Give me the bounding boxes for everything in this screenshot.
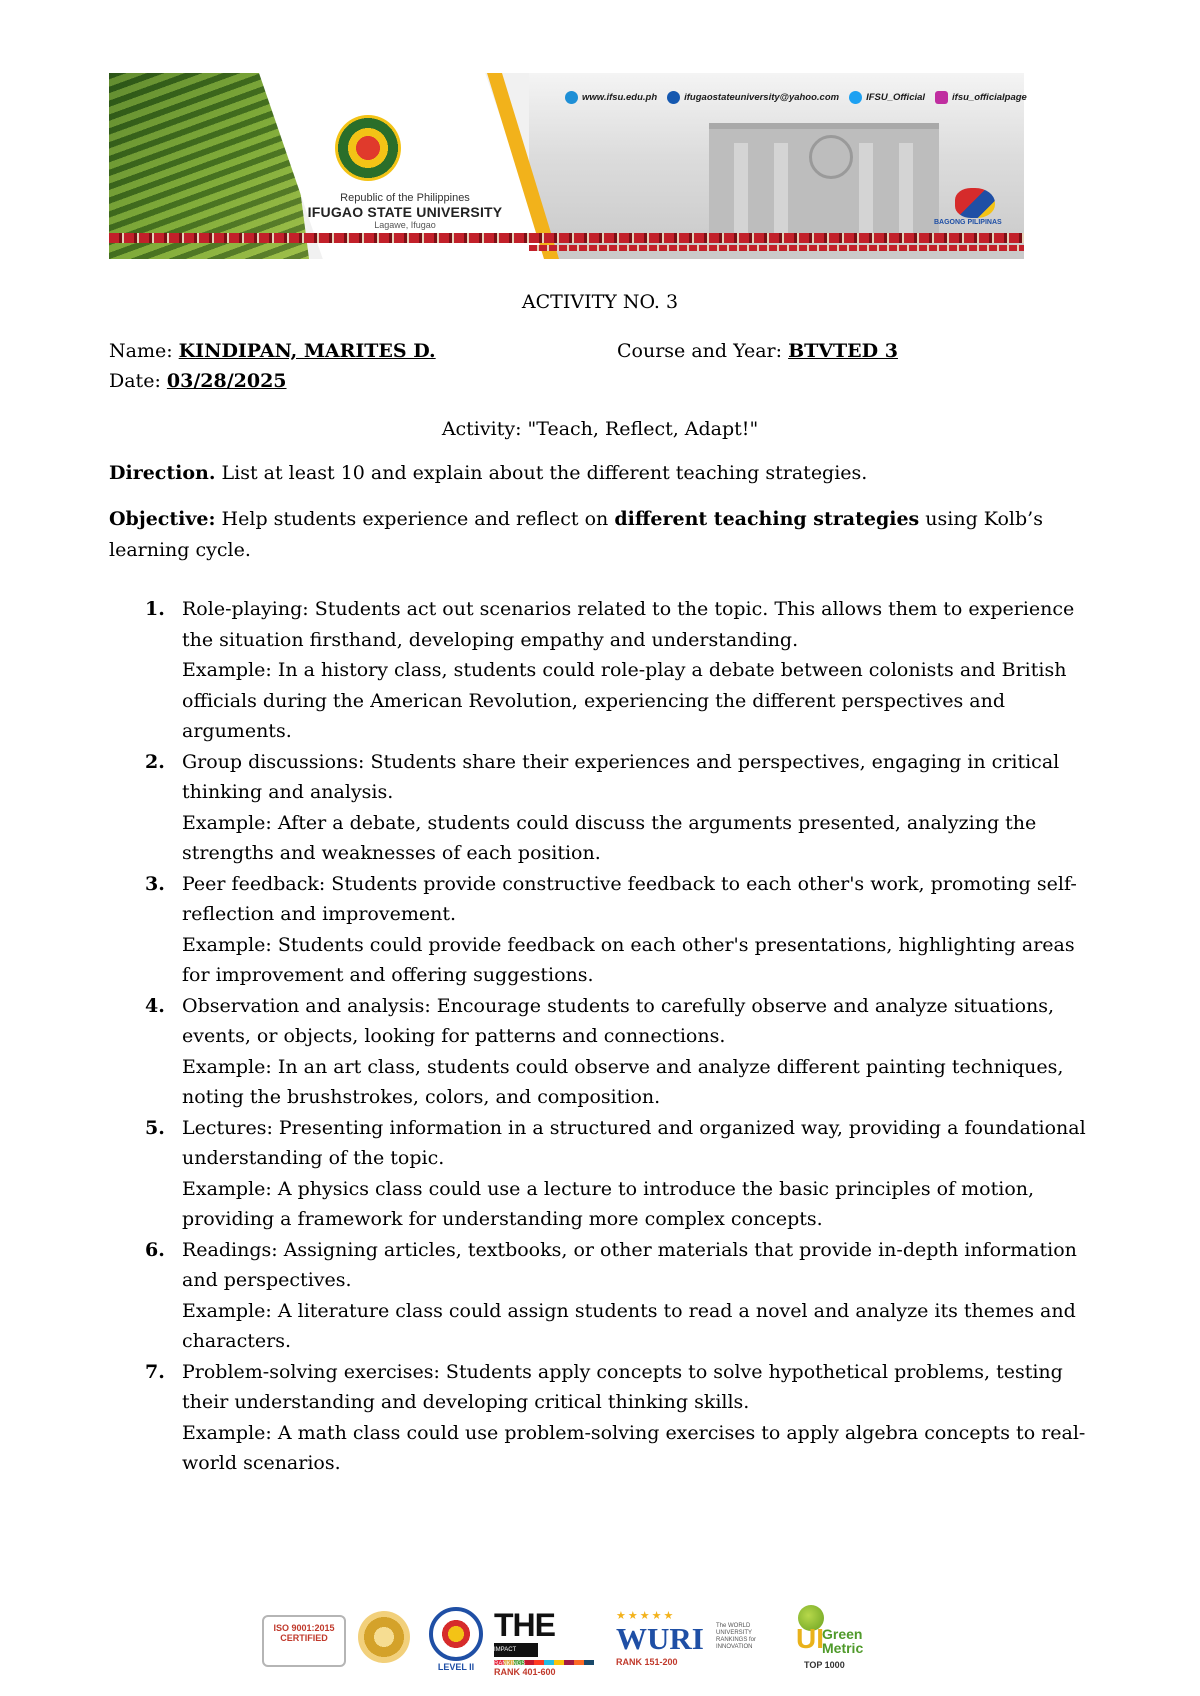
list-item: 4. Observation and analysis: Encourage students to carefully observe and analyze situations, events, or objects, looking for patterns and connections. Example: In an art class, students could observe and analyze different painting techniques, noting the brushstrokes, colors, and composition. — [109, 991, 1099, 1113]
activity-name: Activity: "Teach, Reflect, Adapt!" — [441, 418, 759, 440]
list-item: 1. Role-playing: Students act out scenarios related to the topic. This allows them to experience the situation firsthand, developing empathy and understanding. Example: In a history class, students could role-play a debate between colonists and British officials during the American Revolution, experiencing the different perspectives and arguments. — [109, 594, 1099, 747]
strategy-example: Example: In a history class, students could role-play a debate between colonists and British officials during the American Revolution, experiencing the different perspectives and arguments. — [182, 659, 1067, 742]
strategy-example: Example: A physics class could use a lecture to introduce the basic principles of motion, providing a framework for understanding more complex concepts. — [182, 1177, 1035, 1230]
list-item: 6. Readings: Assigning articles, textbooks, or other materials that provide in-depth information and perspectives. Example: A literature class could assign students to read a novel and analyze its themes and characters. — [109, 1235, 1099, 1357]
the-impact-rankings-logo: THE IMPACT RANKINGS RANK 401-600 — [494, 1609, 594, 1669]
bagong-pilipinas-label: BAGONG PILIPINAS — [934, 219, 1002, 226]
strategy-example: Example: A math class could use problem-solving exercises to apply algebra concepts to real-world scenarios. — [182, 1421, 1086, 1474]
list-item: 2. Group discussions: Students share their experiences and perspectives, engaging in critical thinking and analysis. Example: After a debate, students could discuss the arguments presented, analyzing the strengths and weaknesses of each position. — [109, 747, 1099, 869]
iso-certified-logo: ISO 9001:2015 CERTIFIED — [262, 1615, 346, 1667]
strategy-example: Example: After a debate, students could discuss the arguments presented, analyzing the strengths and weaknesses of each position. — [182, 811, 1037, 864]
ui-greenmetric-logo: UI Green Metric TOP 1000 — [792, 1605, 882, 1675]
teaching-strategies-list — [109, 594, 1099, 1479]
instagram-icon — [935, 91, 948, 104]
strategy-example: Example: A literature class could assign students to read a novel and analyze its themes and characters. — [182, 1299, 1076, 1352]
strategy-description: Group discussions: Students share their experiences and perspectives, engaging in critical thinking and analysis. — [182, 750, 1060, 803]
wuri-logo: ★★★★★ WURI The WORLD UNIVERSITY RANKINGS for INNOVATION RANK 151-200 — [616, 1609, 776, 1669]
bagong-pilipinas-logo — [955, 188, 995, 218]
instagram-link[interactable]: ifsu_officialpage — [935, 91, 1027, 104]
accreditation-level-logo: LEVEL II — [428, 1607, 484, 1665]
student-name-line: Name: KINDIPAN, MARITES D. — [109, 340, 436, 362]
accreditation-footer — [0, 1605, 1200, 1685]
strategy-description: Readings: Assigning articles, textbooks, or other materials that provide in-depth information and perspectives. — [182, 1238, 1077, 1291]
ifsu-seal-logo — [335, 115, 401, 181]
email-link[interactable]: ifugaostateuniversity@yahoo.com — [667, 91, 839, 104]
date-value: 03/28/2025 — [166, 370, 287, 392]
university-name: IFUGAO STATE UNIVERSITY — [307, 204, 503, 220]
gold-seal-logo — [358, 1611, 410, 1663]
student-name: KINDIPAN, MARITES D. — [178, 340, 436, 362]
list-item: 3. Peer feedback: Students provide constructive feedback to each other's work, promoting self-reflection and improvement. Example: Students could provide feedback on each other's presentations, highlighting areas for improvement and offering suggestions. — [109, 869, 1099, 991]
strategy-description: Problem-solving exercises: Students apply concepts to solve hypothetical problems, testing their understanding and developing critical thinking skills. — [182, 1360, 1063, 1413]
university-location: Lagawe, Ifugao — [374, 220, 436, 230]
strategy-description: Observation and analysis: Encourage students to carefully observe and analyze situations, events, or objects, looking for patterns and connections. — [182, 994, 1055, 1047]
website-link[interactable]: www.ifsu.edu.ph — [565, 91, 657, 104]
date-line: Date: 03/28/2025 — [109, 370, 287, 392]
strategy-example: Example: Students could provide feedback on each other's presentations, highlighting areas for improvement and offering suggestions. — [182, 933, 1075, 986]
university-identity — [305, 192, 505, 230]
republic-label: Republic of the Philippines — [340, 192, 470, 204]
direction-paragraph: Direction. List at least 10 and explain about the different teaching strategies. — [109, 462, 868, 484]
tribal-pattern-strip — [109, 233, 1024, 243]
facebook-icon — [667, 91, 680, 104]
strategy-example: Example: In an art class, students could observe and analyze different painting techniques, noting the brushstrokes, colors, and composition. — [182, 1055, 1064, 1108]
stars-icon: ★★★★★ — [616, 1610, 676, 1622]
twitter-link[interactable]: IFSU_Official — [849, 91, 925, 104]
list-item: 7. Problem-solving exercises: Students apply concepts to solve hypothetical problems, testing their understanding and developing critical thinking skills. Example: A math class could use problem-solving exercises to apply algebra concepts to real-world scenarios. — [109, 1357, 1099, 1479]
activity-title: ACTIVITY NO. 3 — [521, 291, 679, 313]
course-year: BTVTED 3 — [788, 340, 898, 362]
social-links — [565, 91, 1027, 104]
course-year-line: Course and Year: BTVTED 3 — [617, 340, 898, 362]
strategy-description: Peer feedback: Students provide constructive feedback to each other's work, promoting self-reflection and improvement. — [182, 872, 1077, 925]
twitter-icon — [849, 91, 862, 104]
strategy-description: Lectures: Presenting information in a structured and organized way, providing a foundational understanding of the topic. — [182, 1116, 1086, 1169]
objective-paragraph: Objective: Help students experience and reflect on different teaching strategies using Kolb’s learning cycle. — [109, 508, 1043, 561]
globe-icon — [565, 91, 578, 104]
list-item: 5. Lectures: Presenting information in a structured and organized way, providing a foundational understanding of the topic. Example: A physics class could use a lecture to introduce the basic principles of motion, providing a framework for understanding more complex concepts. — [109, 1113, 1099, 1235]
strategy-description: Role-playing: Students act out scenarios related to the topic. This allows them to experience the situation firsthand, developing empathy and understanding. — [182, 598, 1075, 651]
